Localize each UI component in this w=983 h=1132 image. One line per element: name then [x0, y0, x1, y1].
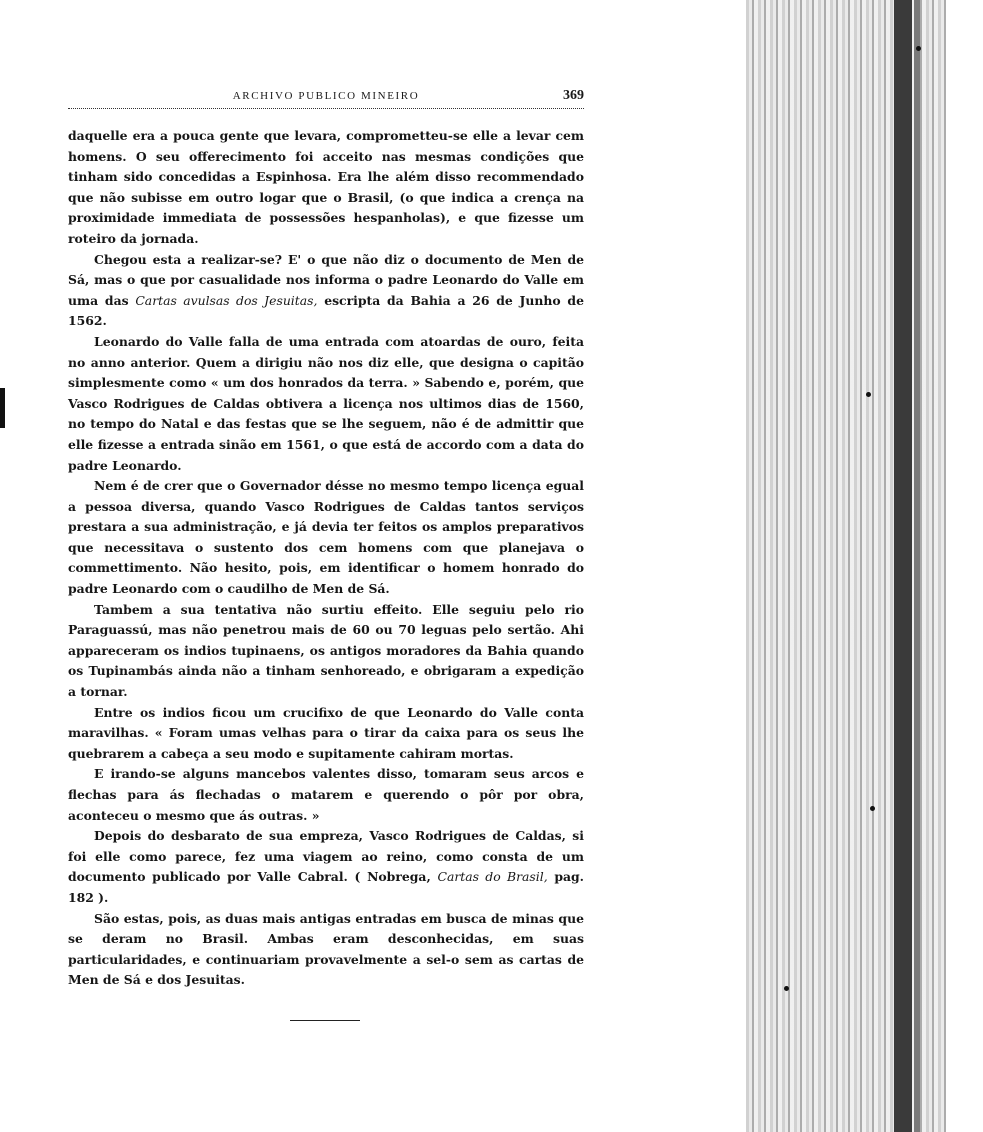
edge-shadow-secondary [914, 0, 920, 1132]
paragraph-2-text-a: Chegou esta a realizar-se? E' o que não diz o documento de Men de Sá, mas o que por casualidade nos informa o padre Leonardo do Valle em uma das [68, 251, 584, 308]
margin-mark [0, 388, 5, 428]
paragraph-9: São estas, pois, as duas mais antigas entradas em busca de minas que se deram no Brasil. Ambas eram desconhecidas, em suas particularidades, e continuariam provavelmente a sel-o sem as cartas de Men de Sá e dos Jesuitas. [68, 910, 584, 988]
page-number: 369 [563, 88, 584, 103]
paragraph-6: Entre os indios ficou um crucifixo de que Leonardo do Valle conta maravilhas. « Foram umas velhas para o tirar da caixa para os seus lhe quebrarem a cabeça a seu modo e supitamente cahiram mortas. [68, 704, 584, 761]
paragraph-2-text-b: escripta da Bahia a 26 de Junho de 1562. [68, 292, 584, 329]
edge-speck [916, 46, 921, 51]
paragraph-5: Tambem a sua tentativa não surtiu effeito. Elle seguiu pelo rio Paraguassú, mas não penetrou mais de 60 ou 70 leguas pelo sertão. Ahi appareceram os indios tupinaens, os antigos moradores da Bahia quando os Tupinambás ainda não a tinham senhoreado, e obrigaram a expedição a tornar. [68, 601, 584, 700]
running-head [68, 88, 584, 106]
scanned-edge-strip [738, 0, 983, 1132]
paragraph-8-text-b: pag. 182 ). [68, 869, 584, 905]
paragraph-8-italic: Cartas do Brasil, [437, 869, 548, 885]
edge-speck [870, 806, 875, 811]
end-rule [290, 1020, 360, 1021]
paragraph-2 [68, 250, 584, 332]
edge-shadow [894, 0, 912, 1132]
header-rule [68, 108, 584, 109]
body-text [68, 126, 584, 991]
paragraph-1: daquelle era a pouca gente que levara, comprometteu-se elle a levar cem homens. O seu offerecimento foi acceito nas mesmas condições que tinham sido concedidas a Espinhosa. Era lhe além disso recommendado que não subisse em outro logar que o Brasil, (o que indica a crença na proximidade immediata de possessões hespanholas), e que fizesse um roteiro da jornada. [68, 128, 584, 246]
edge-speck [866, 392, 871, 397]
paragraph-4: Nem é de crer que o Governador désse no mesmo tempo licença egual a pessoa diversa, quando Vasco Rodrigues de Caldas tantos serviços prestara a sua administração, e já devia ter feitos os amplos preparativos que necessitava o sustento dos cem homens com que planejava o commettimento. Não hesito, pois, em identificar o homem honrado do padre Leonardo com o caudilho de Men de Sá. [68, 478, 584, 597]
edge-speck [784, 986, 789, 991]
paragraph-3: Leonardo do Valle falla de uma entrada com atoardas de ouro, feita no anno anterior. Quem a dirigiu não nos diz elle, que designa o capitão simplesmente como « um dos honrados da terra. » Sabendo e, porém, que Vasco Rodrigues de Caldas obtivera a licença nos ultimos dias de 1560, no tempo do Natal e das festas que se lhe seguem, não é de admittir que elle fizesse a entrada sinão em 1561, o que está de accordo com a data do padre Leonardo. [68, 333, 584, 473]
paragraph-8 [68, 826, 584, 908]
paragraph-7: E irando-se alguns mancebos valentes disso, tomaram seus arcos e flechas para ás flechadas o matarem e querendo o pôr por obra, aconteceu o mesmo que ás outras. » [68, 766, 584, 823]
running-head-title: ARCHIVO PUBLICO MINEIRO [232, 90, 420, 102]
paragraph-8-text-a: Depois do desbarato de sua empreza, Vasco Rodrigues de Caldas, si foi elle como parece, fez uma viagem ao reino, como consta de um documento publicado por Valle Cabral. ( Nobrega, [68, 828, 584, 885]
paragraph-2-italic: Cartas avulsas dos Jesuitas, [135, 292, 318, 308]
